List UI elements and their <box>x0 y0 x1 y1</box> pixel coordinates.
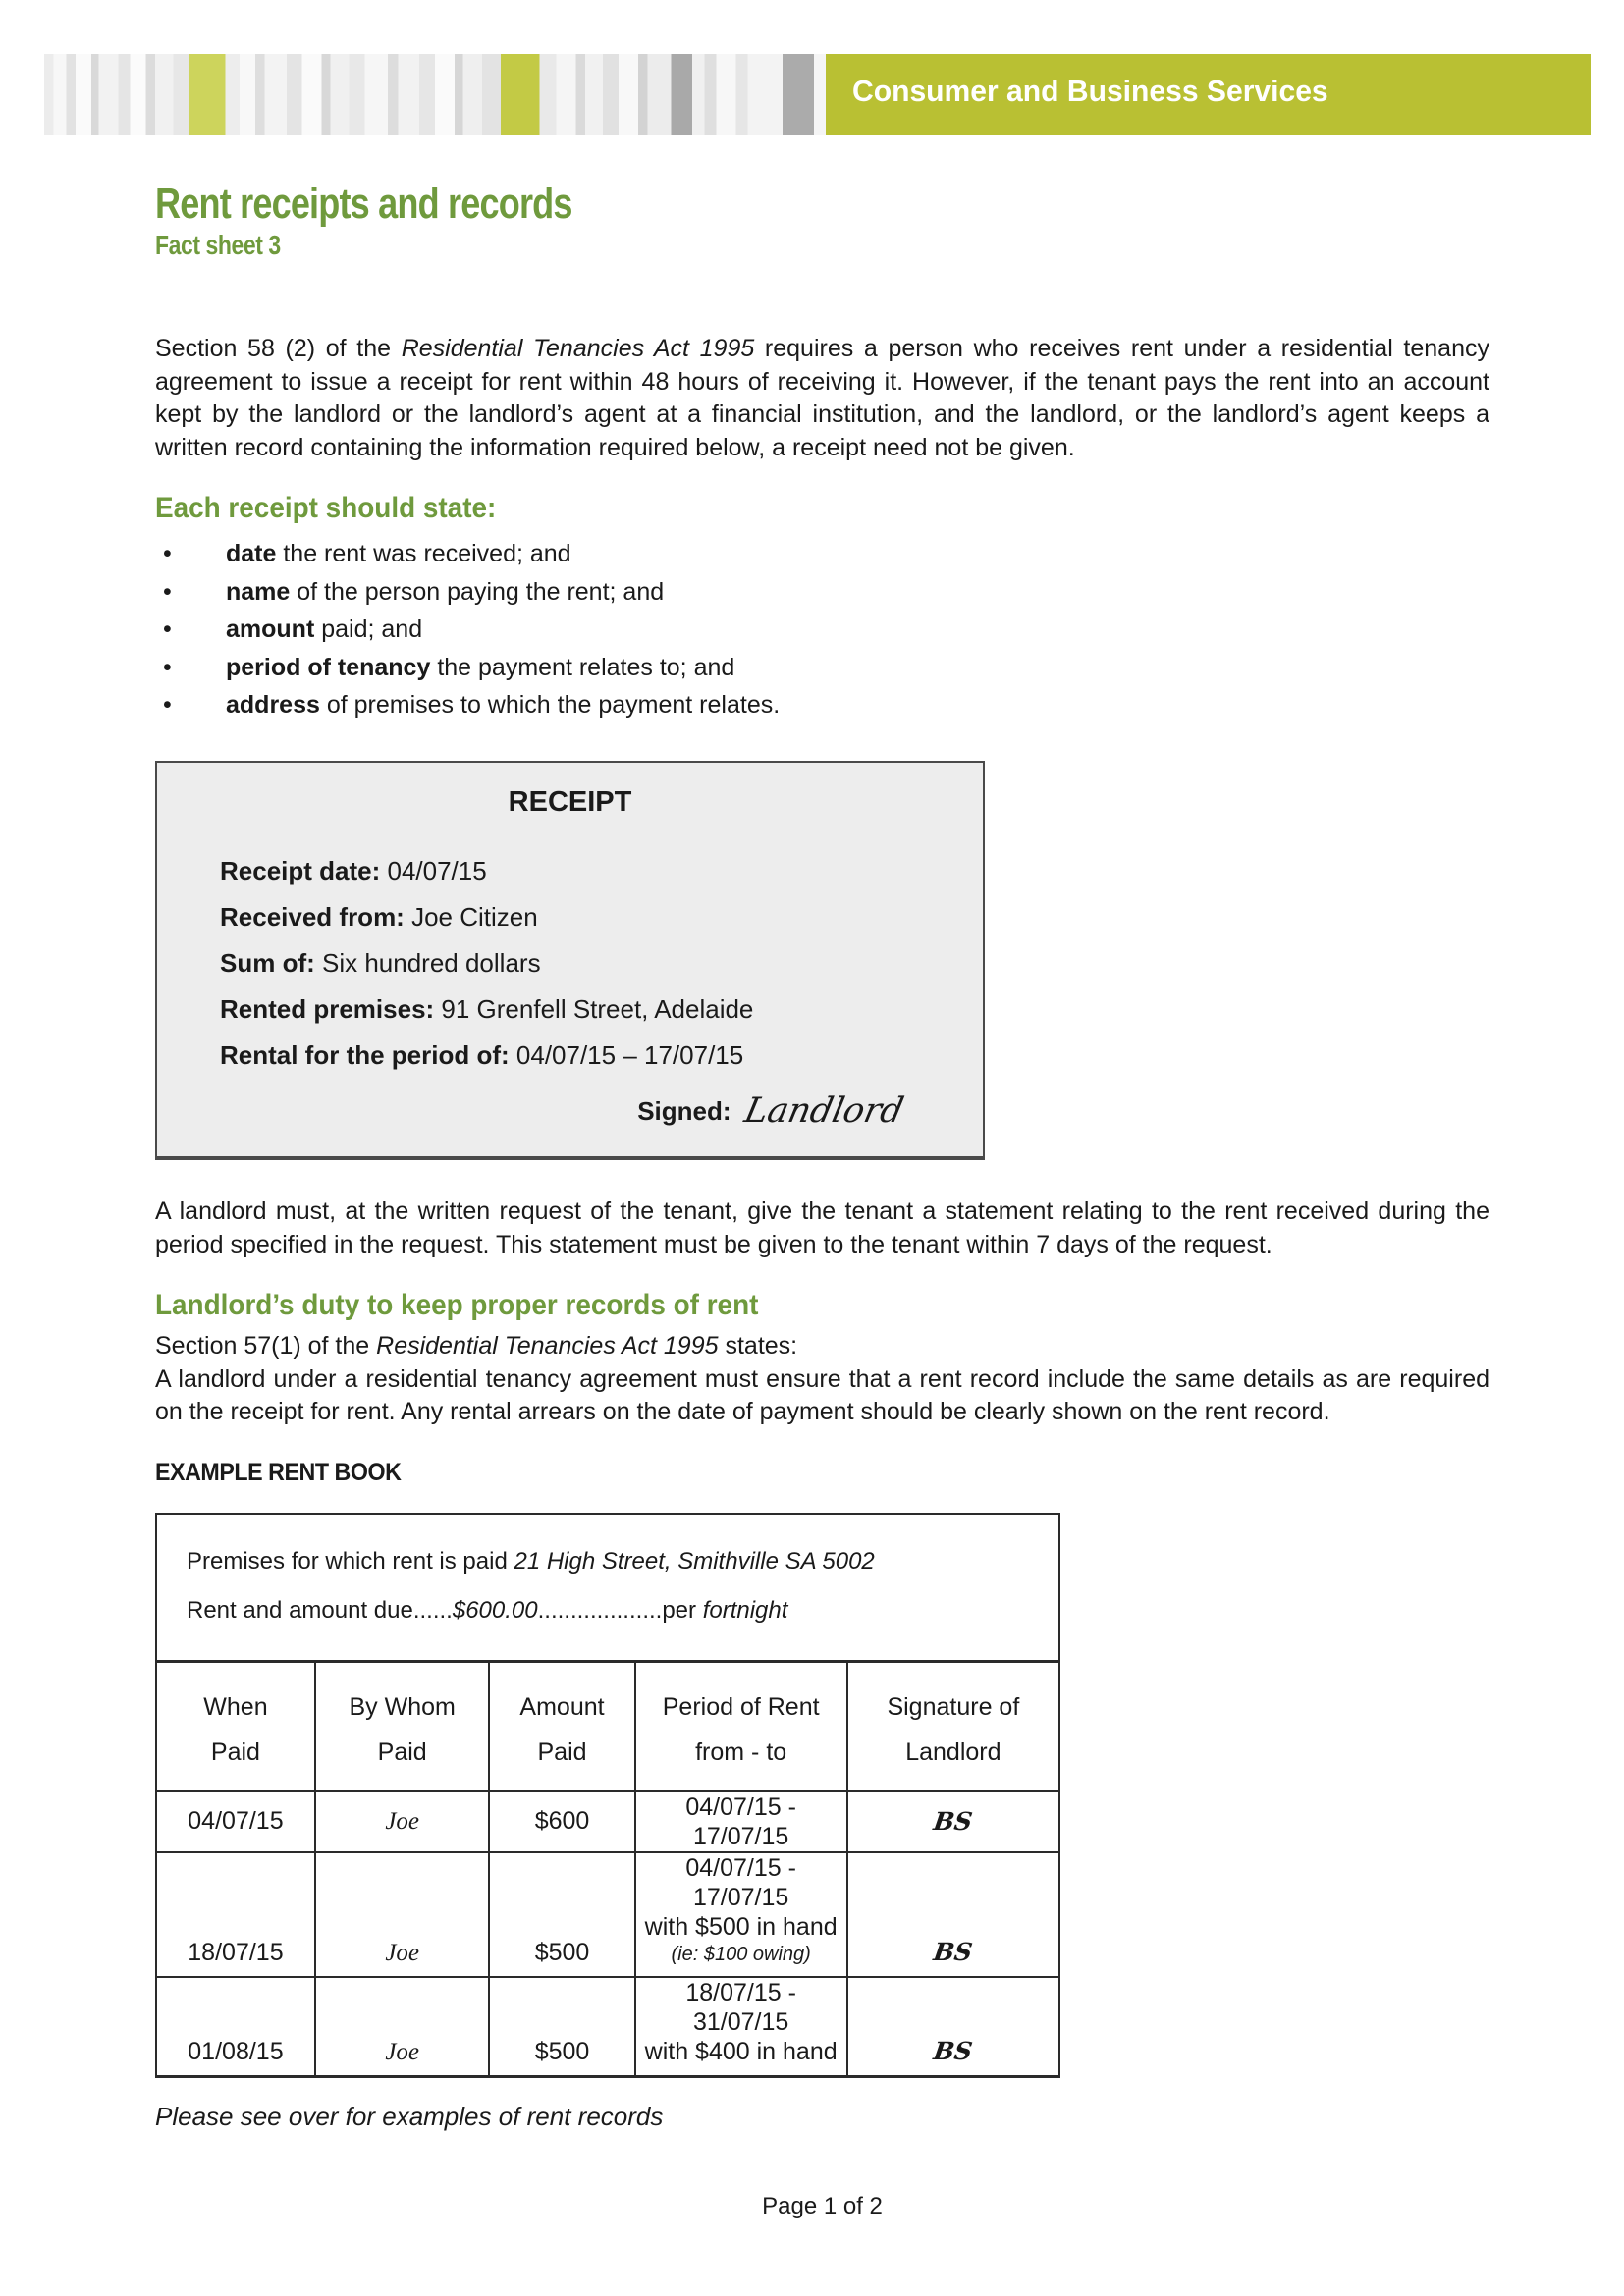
brand-title: Consumer and Business Services <box>852 73 1328 108</box>
bullet-icon: • <box>163 615 172 643</box>
bullet-icon: • <box>163 577 172 606</box>
col-signature: Signature of Landlord <box>847 1661 1059 1791</box>
bullet-icon: • <box>163 653 172 681</box>
rent-book-table <box>155 1513 1060 2078</box>
list-item-text: amount paid; and <box>226 615 423 643</box>
rent-due-line: Rent and amount due......$600.00...................per fortnight <box>187 1596 788 1624</box>
col-by-whom: By Whom Paid <box>315 1661 490 1791</box>
signed-label: Signed: <box>637 1096 731 1126</box>
cell-when: 18/07/15 <box>156 1852 315 1977</box>
list-item <box>155 541 1489 566</box>
cell-signature: BS <box>847 1791 1059 1852</box>
statement-paragraph: A landlord must, at the written request of the tenant, give the tenant a statement relating to the rent received during the period specified in the request. This statement must be given to the tenant within 7 days of the request. <box>155 1198 1489 1258</box>
cell-amount: $500 <box>489 1852 634 1977</box>
section-heading-duty: Landlord’s duty to keep proper records of rent <box>155 1289 759 1321</box>
decorative-stripes <box>44 54 826 135</box>
receipt-title: RECEIPT <box>508 786 632 818</box>
list-item-text: period of tenancy the payment relates to; and <box>226 653 735 681</box>
table-row <box>156 1977 1059 2077</box>
col-when-paid: When Paid <box>156 1661 315 1791</box>
header-banner <box>44 54 1591 135</box>
cell-period: 04/07/15 - 17/07/15 <box>635 1791 847 1852</box>
cell-period: 18/07/15 - 31/07/15 with $400 in hand <box>635 1977 847 2077</box>
cell-signature: BS <box>847 1977 1059 2077</box>
receipt-field-premises: Rented premises: 91 Grenfell Street, Adelaide <box>220 994 754 1024</box>
intro-paragraph <box>155 333 1489 464</box>
duty-act-name: Residential Tenancies Act 1995 <box>376 1332 719 1360</box>
table-row <box>156 1791 1059 1852</box>
receipt-fields <box>220 858 983 1068</box>
col-period: Period of Rent from - to <box>635 1661 847 1791</box>
col-amount: Amount Paid <box>489 1661 634 1791</box>
list-item-text: address of premises to which the payment relates. <box>226 691 781 719</box>
rent-book-premises-box <box>155 1513 1060 1660</box>
bullet-icon: • <box>163 691 172 719</box>
example-receipt-box <box>155 761 985 1160</box>
brand-block <box>826 54 1591 135</box>
list-item <box>155 579 1489 605</box>
cell-who: Joe <box>315 1852 490 1977</box>
table-row <box>156 1852 1059 1977</box>
list-item <box>155 692 1489 718</box>
see-over-note: Please see over for examples of rent records <box>155 2101 664 2131</box>
bullet-icon: • <box>163 540 172 567</box>
receipt-signed-row <box>157 1090 983 1129</box>
rent-record-table <box>155 1660 1060 2078</box>
cell-when: 04/07/15 <box>156 1791 315 1852</box>
duty-intro-line: Section 57(1) of the Residential Tenancies Act 1995 states: <box>155 1332 798 1360</box>
cell-when: 01/08/15 <box>156 1977 315 2077</box>
cell-amount: $600 <box>489 1791 634 1852</box>
page-title: Rent receipts and records <box>155 180 572 228</box>
list-item <box>155 616 1489 642</box>
intro-act-name: Residential Tenancies Act 1995 <box>401 335 755 362</box>
cell-who: Joe <box>315 1791 490 1852</box>
receipt-requirements-list <box>155 541 1489 718</box>
duty-body-paragraph: A landlord under a residential tenancy agreement must ensure that a rent record include the same details as are required on the receipt for rent. Any rental arrears on the date of payment should be clearly shown on the rent record. <box>155 1364 1489 1425</box>
receipt-field-from: Received from: Joe Citizen <box>220 902 538 932</box>
rent-frequency: fortnight <box>702 1596 788 1624</box>
intro-post: requires a person who receives rent under a residential tenancy agreement to issue a receipt for rent within 48 hours of receiving it. However, if the tenant pays the rent into an account kept by the landlord or the landlord’s agent at a financial institution, and the landlord, or the landlord’s agent keeps a written record containing the information required below, a receipt need not be given. <box>155 335 1489 461</box>
receipt-field-sum: Sum of: Six hundred dollars <box>220 948 541 978</box>
table-header-row <box>156 1661 1059 1791</box>
list-item-text: date the rent was received; and <box>226 540 571 567</box>
section-heading-receipt: Each receipt should state: <box>155 492 497 524</box>
cell-who: Joe <box>315 1977 490 2077</box>
rent-amount: $600.00 <box>452 1596 538 1624</box>
landlord-signature: Landlord <box>740 1092 907 1131</box>
page-subtitle: Fact sheet 3 <box>155 230 281 260</box>
receipt-field-date: Receipt date: 04/07/15 <box>220 856 487 885</box>
page-number: Page 1 of 2 <box>762 2192 883 2219</box>
cell-signature: BS <box>847 1852 1059 1977</box>
page-content <box>155 182 1489 2220</box>
premises-address: 21 High Street, Smithville SA 5002 <box>514 1547 875 1575</box>
cell-amount: $500 <box>489 1977 634 2077</box>
receipt-field-period: Rental for the period of: 04/07/15 – 17/07/15 <box>220 1041 744 1070</box>
premises-line: Premises for which rent is paid 21 High Street, Smithville SA 5002 <box>187 1547 875 1575</box>
intro-pre: Section 58 (2) of the <box>155 335 402 362</box>
cell-period: 04/07/15 - 17/07/15 with $500 in hand (ie: $100 owing) <box>635 1852 847 1977</box>
rent-book-heading: EXAMPLE RENT BOOK <box>155 1458 402 1486</box>
list-item <box>155 655 1489 680</box>
list-item-text: name of the person paying the rent; and <box>226 577 665 606</box>
